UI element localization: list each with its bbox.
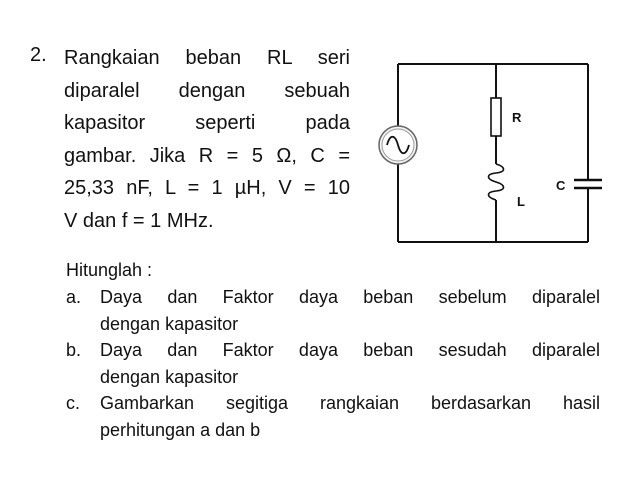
question-line: diparalel dengan sebuah	[64, 79, 350, 102]
task-line: dengan kapasitor	[100, 366, 239, 387]
task-line: Gambarkan segitiga rangkaian berdasarkan hasil	[100, 393, 600, 413]
task-letter: b.	[66, 340, 82, 360]
ac-source-symbol	[379, 126, 417, 164]
task-letter: a.	[66, 287, 82, 307]
question-number: 2.	[30, 44, 47, 66]
question-line: 25,33 nF, L = 1 µH, V = 10	[64, 177, 350, 199]
task-item	[66, 337, 600, 390]
circuit-diagram	[372, 58, 612, 248]
task-line: Daya dan Faktor daya beban sebelum diparalel	[100, 287, 600, 307]
capacitor-label: C	[556, 178, 566, 193]
resistor-symbol	[491, 98, 501, 136]
task-line: Daya dan Faktor daya beban sesudah diparalel	[100, 340, 600, 360]
task-item	[66, 390, 600, 443]
task-item	[66, 284, 600, 337]
resistor-label: R	[512, 110, 522, 125]
question-text	[64, 42, 350, 237]
task-list	[66, 256, 600, 443]
task-line: dengan kapasitor	[100, 313, 239, 334]
task-letter: c.	[66, 393, 81, 413]
question-line: Rangkaian beban RL seri	[64, 47, 350, 69]
question-line: V dan f = 1 MHz.	[64, 209, 214, 232]
inductor-label: L	[517, 194, 525, 209]
question-line: gambar. Jika R = 5 Ω, C =	[64, 144, 350, 167]
inductor-symbol	[489, 164, 504, 200]
task-line: perhitungan a dan b	[100, 419, 261, 440]
task-lead: Hitunglah :	[66, 260, 153, 280]
question-line: kapasitor seperti pada	[64, 112, 350, 134]
